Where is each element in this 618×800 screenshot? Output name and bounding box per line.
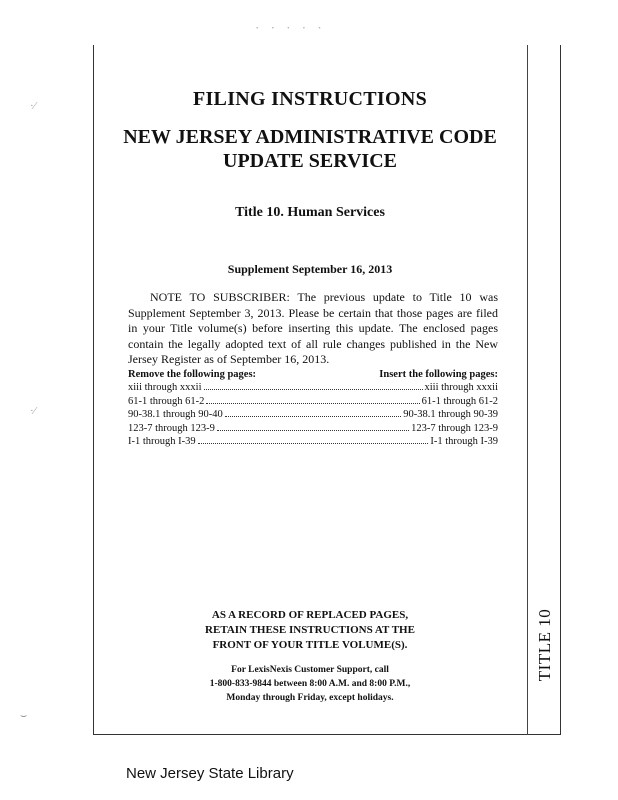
supplement-date: Supplement September 16, 2013 [227,262,393,276]
remove-pages: 61-1 through 61-2 [128,395,205,407]
support-line3: Monday through Friday, except holidays. [226,693,394,703]
support-line1: For LexisNexis Customer Support, call [231,665,389,675]
title-tab-label: TITLE 10 [535,608,555,682]
dot-leader [217,430,409,431]
scan-marks: · · · · · [255,20,326,35]
remove-header: Remove the following pages: [128,369,257,380]
insert-header: Insert the following pages: [379,369,498,380]
title-tab [532,590,558,700]
table-row [128,422,498,436]
remove-pages: xiii through xxxii [128,382,202,393]
title-name: Title 10. Human Services [235,205,385,220]
dot-leader [204,389,423,390]
code-title-line2: UPDATE SERVICE [223,150,397,172]
remove-pages: 90-38.1 through 90-40 [128,409,223,420]
table-row [128,395,498,409]
insert-pages: I-1 through I-39 [430,436,498,447]
record-line3: FRONT OF YOUR TITLE VOLUME(S). [212,639,408,651]
record-notice [93,608,527,653]
code-title-line1: NEW JERSEY ADMINISTRATIVE CODE [123,126,497,148]
insert-pages: 123-7 through 123-9 [411,422,498,434]
customer-support [93,663,527,705]
dot-leader [198,443,429,444]
tab-divider [527,45,528,735]
remove-pages: I-1 through I-39 [128,436,196,447]
insert-pages: 61-1 through 61-2 [421,395,498,407]
insert-pages: xiii through xxxii [424,382,498,393]
pages-table-header [128,368,498,381]
record-line1: AS A RECORD OF REPLACED PAGES, [211,609,409,621]
table-row [128,408,498,422]
record-line2: RETAIN THESE INSTRUCTIONS AT THE [205,624,415,636]
pages-table [128,368,498,449]
insert-pages: 90-38.1 through 90-39 [403,409,498,420]
library-stamp: New Jersey State Library [126,765,294,782]
subscriber-note: NOTE TO SUBSCRIBER: The previous update to Title 10 was Supplement September 3, 2013. Please be certain that those pages are filed in your Title volume(s) before inserting this update. The enclosed pages contain the legally adopted text of all rule changes published in the New Jersey Register as of September 16, 2013. [128,290,498,366]
dot-leader [225,416,401,417]
scan-artifact: ⌣ [20,710,28,722]
table-row [128,435,498,449]
table-row [128,381,498,395]
remove-pages: 123-7 through 123-9 [128,422,215,434]
scan-artifact: ·⁄ [30,100,36,112]
support-line2: 1-800-833-9844 between 8:00 A.M. and 8:00 P.M., [209,679,411,689]
dot-leader [206,403,419,404]
code-title [93,125,527,173]
page-title: FILING INSTRUCTIONS [192,88,428,110]
scan-artifact: ·⁄ [30,405,36,417]
